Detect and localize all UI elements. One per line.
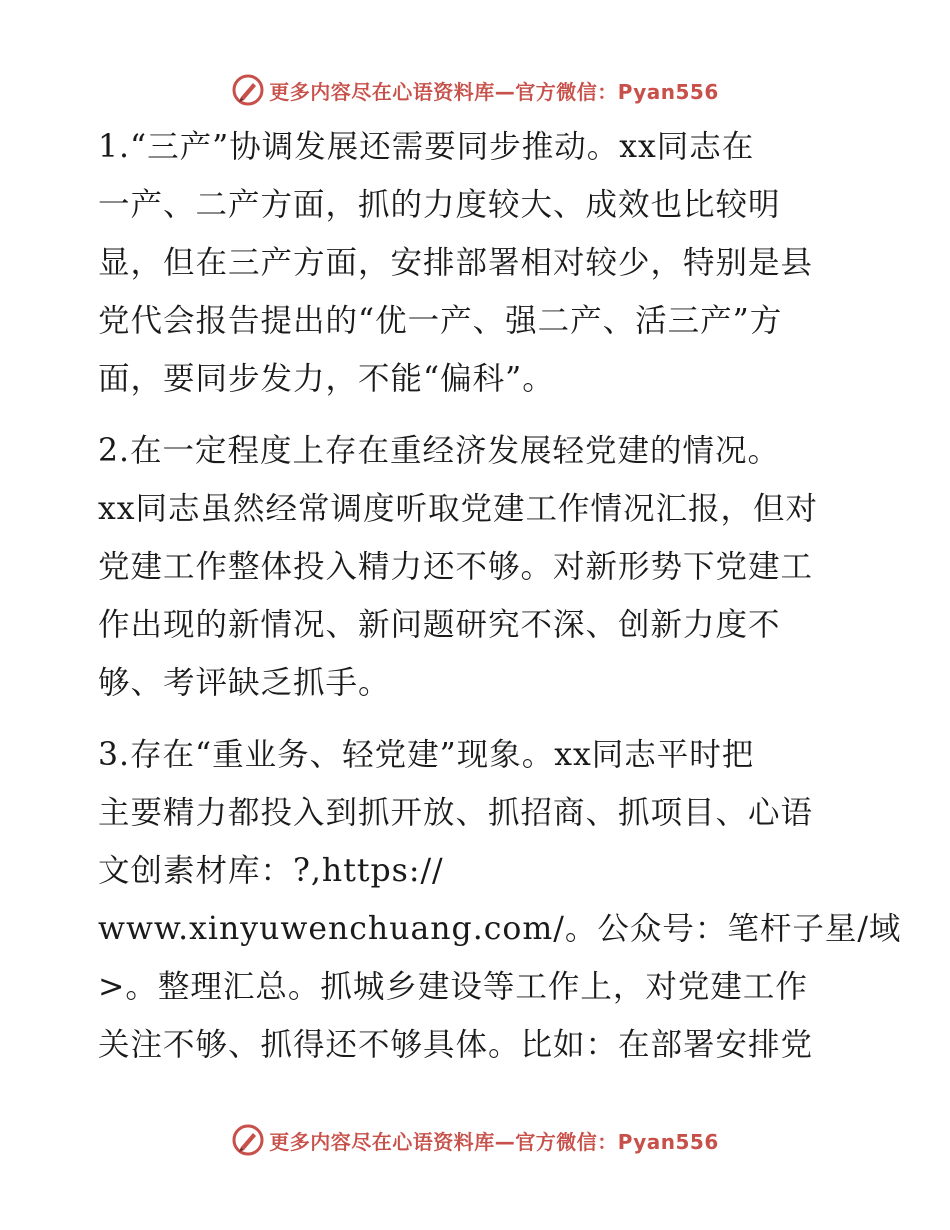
text-line: 2.在一定程度上存在重经济发展轻党建的情况。 [98, 433, 781, 469]
text-line: 显，但在三产方面，安排部署相对较少，特别是县 [98, 245, 814, 281]
header-banner [0, 70, 950, 110]
text-line: 党代会报告提出的“优一产、强二产、活三产”方 [98, 303, 783, 339]
text-line: 文创素材库：?,https:// [98, 853, 444, 889]
text-line: 3.存在“重业务、轻党建”现象。xx同志平时把 [98, 737, 755, 773]
text-line: 1.“三产”协调发展还需要同步推动。xx同志在 [98, 129, 755, 165]
text-line: 够、考评缺乏抓手。 [98, 665, 391, 701]
text-line: 关注不够、抓得还不够具体。比如：在部署安排党 [98, 1027, 814, 1063]
text-line: 主要精力都投入到抓开放、抓招商、抓项目、心语 [98, 795, 814, 831]
text-line: >。整理汇总。抓城乡建设等工作上，对党建工作 [98, 969, 808, 1005]
text-line: www.xinyuwenchuang.com/。公众号：笔杆子星/域 [98, 911, 902, 947]
text-line: 面，要同步发力，不能“偏科”。 [98, 361, 555, 397]
paragraph-2 [98, 422, 858, 712]
paragraph-1 [98, 118, 858, 408]
document-body [98, 118, 902, 1088]
pen-logo-icon [231, 1123, 265, 1157]
text-line: xx同志虽然经常调度听取党建工作情况汇报，但对 [98, 491, 819, 527]
text-line: 一产、二产方面，抓的力度较大、成效也比较明 [98, 187, 781, 223]
text-line: 作出现的新情况、新问题研究不深、创新力度不 [98, 607, 781, 643]
paragraph-3 [98, 726, 902, 1074]
footer-banner [0, 1120, 950, 1160]
pen-logo-icon [231, 73, 265, 107]
footer-banner-text: 更多内容尽在心语资料库—官方微信：Pyan556 [269, 1129, 719, 1154]
text-line: 党建工作整体投入精力还不够。对新形势下党建工 [98, 549, 814, 585]
header-banner-text: 更多内容尽在心语资料库—官方微信：Pyan556 [269, 79, 719, 104]
